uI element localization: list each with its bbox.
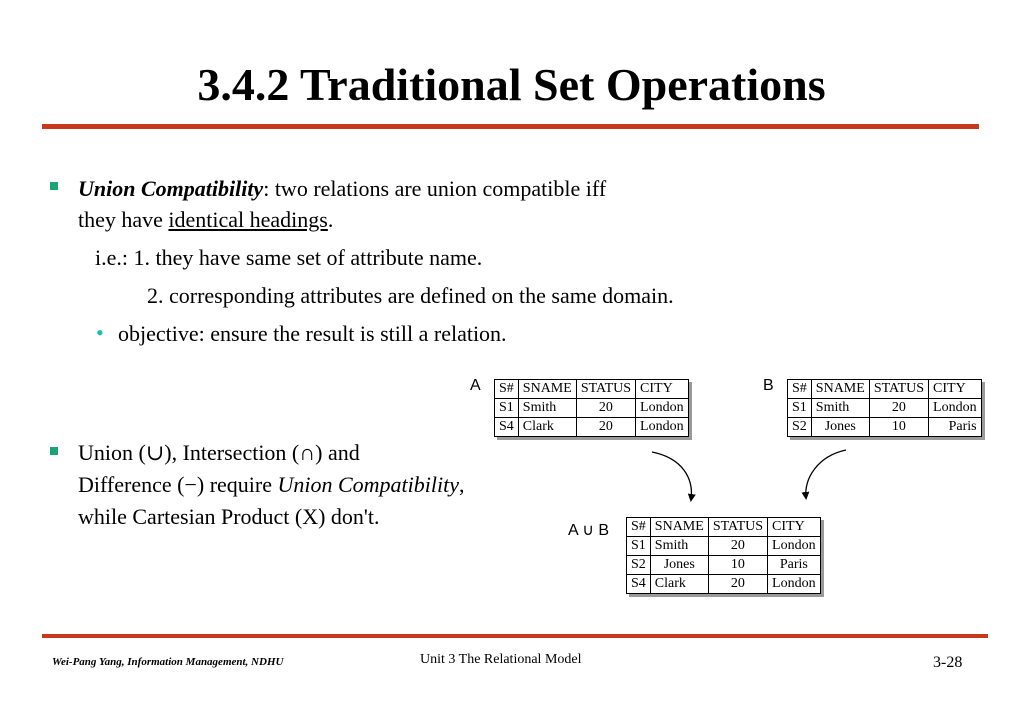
table-cell: London (768, 537, 821, 556)
ie-line1: i.e.: 1. they have same set of attribute name. (95, 245, 483, 270)
table-cell: S2 (788, 418, 812, 437)
bullet1-line2-prefix: they have (78, 207, 169, 232)
table-row (627, 575, 821, 594)
header-cell: S# (495, 380, 519, 399)
table-cell: London (768, 575, 821, 594)
slide-title: 3.4.2 Traditional Set Operations (197, 59, 826, 110)
table-cell: Smith (518, 399, 576, 418)
table-cell: Paris (929, 418, 982, 437)
table-cell: London (929, 399, 982, 418)
relation-b-label: B (763, 377, 774, 394)
table-cell: Jones (811, 418, 869, 437)
bullet2-line2-suffix: , (459, 472, 465, 497)
table-cell: 20 (708, 537, 767, 556)
arrow-from-a (652, 452, 691, 500)
table-cell: S1 (495, 399, 519, 418)
page-number: 3-28 (933, 654, 963, 671)
table-row (627, 556, 821, 575)
arrow-from-b (806, 450, 846, 498)
table-row (627, 537, 821, 556)
table-cell: Paris (768, 556, 821, 575)
table-cell: S1 (627, 537, 651, 556)
table-cell: S1 (788, 399, 812, 418)
table-cell: Clark (650, 575, 708, 594)
union-compatibility-term: Union Compatibility (277, 472, 459, 497)
header-cell: SNAME (518, 380, 576, 399)
table-cell: 20 (869, 399, 928, 418)
table-header-row (627, 518, 821, 537)
footer-unit-title: Unit 3 The Relational Model (420, 652, 582, 667)
bullet1-line1-text: : two relations are union compatible iff (263, 176, 607, 201)
header-cell: CITY (636, 380, 689, 399)
objective-text: objective: ensure the result is still a relation. (118, 321, 507, 346)
union-label: A ∪ B (568, 522, 610, 539)
header-cell: CITY (929, 380, 982, 399)
union-result-table (626, 517, 821, 594)
bullet2-line3: while Cartesian Product (X) don't. (78, 504, 380, 529)
bullet1-line2-suffix: . (327, 207, 334, 232)
table-cell: Smith (811, 399, 869, 418)
table-cell: Smith (650, 537, 708, 556)
relation-a-label: A (470, 377, 481, 394)
table-cell: S4 (495, 418, 519, 437)
header-cell: S# (627, 518, 651, 537)
table-cell: S2 (627, 556, 651, 575)
bottom-divider (42, 634, 988, 638)
table-cell: 10 (708, 556, 767, 575)
identical-headings-text: identical headings (168, 207, 328, 232)
table-cell: S4 (627, 575, 651, 594)
union-compatibility-term: Union Compatibility (78, 176, 264, 201)
bullet2-line1: Union (∪), Intersection (∩) and (78, 440, 360, 465)
header-cell: CITY (768, 518, 821, 537)
table-cell: London (636, 399, 689, 418)
header-cell: S# (788, 380, 812, 399)
table-cell: London (636, 418, 689, 437)
header-cell: STATUS (869, 380, 928, 399)
ie-line2: 2. corresponding attributes are defined on the same domain. (147, 283, 674, 308)
table-cell: Jones (650, 556, 708, 575)
footer-author: Wei-Pang Yang, Information Management, NDHU (52, 656, 284, 668)
table-cell: 10 (869, 418, 928, 437)
table-cell: 20 (708, 575, 767, 594)
bullet2-line2-prefix: Difference (−) require (78, 472, 278, 497)
table-cell: Clark (518, 418, 576, 437)
table-cell: 20 (576, 418, 635, 437)
header-cell: SNAME (650, 518, 708, 537)
header-cell: STATUS (708, 518, 767, 537)
header-cell: SNAME (811, 380, 869, 399)
sub-bullet-marker: • (96, 320, 104, 345)
table-cell: 20 (576, 399, 635, 418)
header-cell: STATUS (576, 380, 635, 399)
